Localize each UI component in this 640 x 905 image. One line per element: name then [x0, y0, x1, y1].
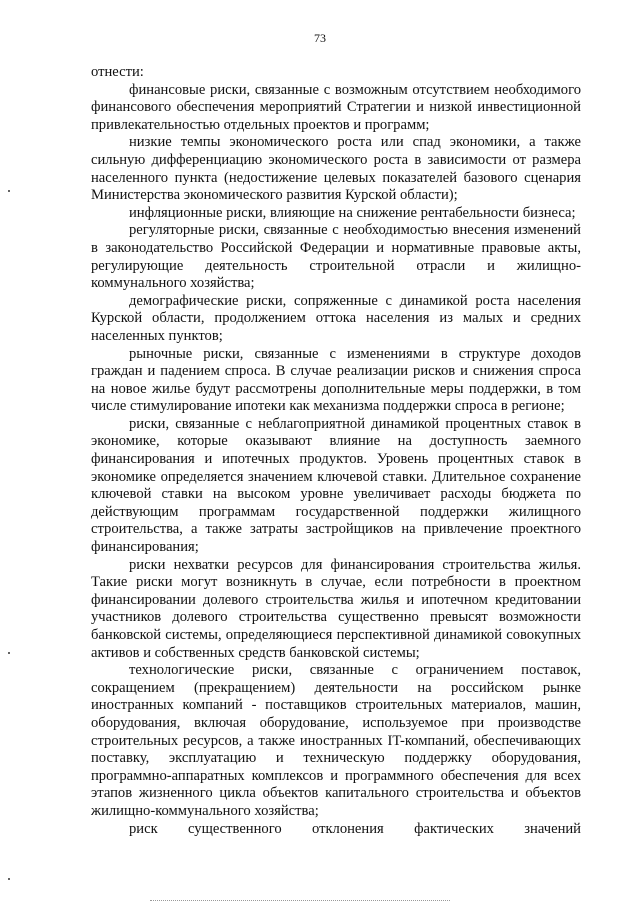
- paragraph-demographic-risks: демографические риски, сопряженные с динамикой роста населения Курской области, продолжением оттока населения из малых и средних населенных пунктов;: [91, 292, 581, 344]
- paragraph-inflation-risks: инфляционные риски, влияющие на снижение рентабельности бизнеса;: [129, 204, 576, 221]
- paragraph-financial-risks: финансовые риски, связанные с возможным отсутствием необходимого финансового обеспечения мероприятий Стратегии и низкой инвестиционной привлекательностью отдельных проектов и программ;: [91, 81, 581, 133]
- paragraph-resource-shortage-risks: риски нехватки ресурсов для финансирования строительства жилья. Такие риски могут возникнуть в случае, если потребности в проектном финансировании долевого строительства жилья и ипотечном кредитовании участников долевого строительства существенно превысят возможности банковской системы, определяющиеся перспективной динамикой совокупных активов и собственных средств банковской системы;: [91, 556, 581, 661]
- paragraph-interest-rate-risks: риски, связанные с неблагоприятной динамикой процентных ставок в экономике, которые оказывают влияние на доступность заемного финансирования и ипотечных продуктов. Уровень процентных ставок в экономике определяется значением ключевой ставки. Длительное сохранение ключевой ставки на высоком уровне увеличивает расходы бюджета по действующим программам государственной поддержки жилищного строительства, а также затраты застройщиков на привлечение проектного финансирования;: [91, 415, 581, 556]
- scan-mark: [8, 652, 10, 654]
- paragraph-regulatory-risks: регуляторные риски, связанные с необходимостью внесения изменений в законодательство Российской Федерации и нормативные правовые акты, регулирующие деятельность строительной отрасли и жилищно-коммунального хозяйства;: [91, 222, 581, 292]
- page-number: 73: [314, 31, 326, 45]
- paragraph-market-risks: рыночные риски, связанные с изменениями в структуре доходов граждан и падением спроса. В случае реализации рисков и снижения спроса на новое жилье будут рассмотрены дополнительные меры поддержки, в том числе стимулирование ипотеки как механизма поддержки спроса в регионе;: [91, 345, 581, 415]
- paragraph-deviation-risk: риск существенного отклонения фактических значений: [129, 820, 581, 837]
- paragraph-lead-in: отнести:: [91, 64, 144, 80]
- scan-mark: [8, 878, 10, 880]
- document-body: [91, 64, 581, 838]
- scan-mark: [8, 190, 10, 192]
- scan-artifact: [150, 900, 450, 902]
- paragraph-low-growth: низкие темпы экономического роста или спад экономики, а также сильную дифференциацию экономического роста в зависимости от размера населенного пункта (недостижение целевых показателей базового сценария Министерства экономического развития Курской области);: [91, 134, 581, 204]
- paragraph-technological-risks: технологические риски, связанные с ограничением поставок, сокращением (прекращением) деятельности на российском рынке иностранных компаний - поставщиков строительных материалов, машин, оборудования, включая оборудование, используемое при производстве строительных ресурсов, а также иностранных IT-компаний, обеспечивающих поставку, эксплуатацию и техническую поддержку оборудования, программно-аппаратных комплексов и программного обеспечения для всех этапов жизненного цикла объектов капитального строительства и объектов жилищно-коммунального хозяйства;: [91, 662, 581, 819]
